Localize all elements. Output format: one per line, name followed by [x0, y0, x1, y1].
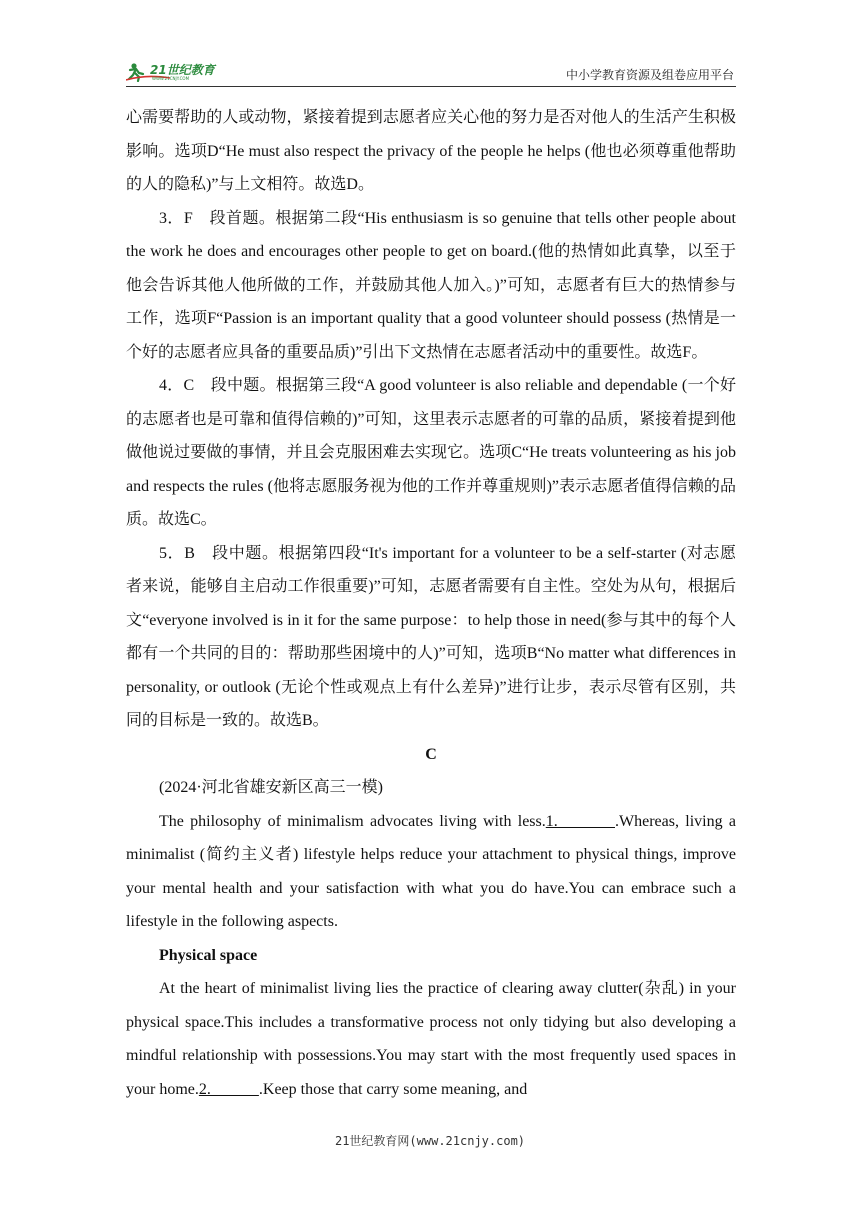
section-letter: C: [425, 745, 437, 763]
document-body: [126, 101, 736, 1106]
explanation-paragraph: 3．F 段首题。根据第二段“His enthusiasm is so genuine that tells other people about the work he does and encourages other people to get on board.(他的热情如此真挚，以至于他会告诉其他人他所做的工作，并鼓励其他人加入。)”可知，志愿者有巨大的热情参与工作，选项F“Passion is an important quality that a good volunteer should possess (热情是一个好的志愿者应具备的重要品质)”引出下文热情在志愿者活动中的重要性。故选F。: [126, 209, 736, 361]
logo-subtext: WWW.21CNJY.COM: [152, 76, 190, 81]
explanation-paragraph: 4．C 段中题。根据第三段“A good volunteer is also reliable and dependable (一个好的志愿者也是可靠和值得信赖的)”可知，这里表示志愿者的可靠的品质，紧接着提到他做他说过要做的事情，并且会克服困难去实现它。选项C“He treats volunteering as his job and respects the rules (他将志愿服务视为他的工作并尊重规则)”表示志愿者值得信赖的品质。故选C。: [126, 377, 736, 528]
blank-1: 1.: [545, 812, 615, 830]
passage-text: .Keep those that carry some meaning, and: [258, 1080, 528, 1098]
passage-paragraph: [126, 805, 736, 939]
page-header: [126, 58, 736, 87]
logo-text: 21世纪教育: [150, 63, 215, 77]
passage-text: At the heart of minimalist living lies the practice of clearing away clutter(杂乱) in your physical space.This includes a transformative process not only tidying but also developing a mindful relationship with possessions.You may start with the most frequently used spaces in your home.: [126, 980, 736, 1098]
page-footer: 21世纪教育网(www.21cnjy.com): [334, 1134, 526, 1148]
blank-2: 2.: [198, 1080, 259, 1098]
passage-paragraph: [126, 972, 736, 1106]
passage-text: The philosophy of minimalism advocates living with less.: [159, 812, 546, 830]
explanation-paragraph: 心需要帮助的人或动物，紧接着提到志愿者应关心他的努力是否对他人的生活产生积极影响。选项D“He must also respect the privacy of the people he helps (他也必须尊重他帮助的人的隐私)”与上文相符。故选D。: [126, 109, 736, 193]
passage-text: .Whereas, living a minimalist (简约主义者) lifestyle helps reduce your attachment to physical things, improve your mental health and your satisfaction with what you do have.You can embrace such a lifestyle in the following aspects.: [126, 812, 736, 930]
source-line: (2024·河北省雄安新区高三一模): [159, 779, 383, 796]
section-heading: Physical space: [159, 946, 258, 964]
explanation-paragraph: 5．B 段中题。根据第四段“It's important for a volunteer to be a self-starter (对志愿者来说，能够自主启动工作很重要)”可知，志愿者需要有自主性。空处为从句，根据后文“everyone involved is in it for the same purpose：to help those in need(参与其中的每个人都有一个共同的目的：帮助那些困境中的人)”可知，选项B“No matter what differences in personality, or outlook (无论个性或观点上有什么差异)”进行让步，表示尽管有区别，共同的目标是一致的。故选B。: [126, 544, 736, 729]
header-platform-text: 中小学教育资源及组卷应用平台: [565, 68, 734, 82]
